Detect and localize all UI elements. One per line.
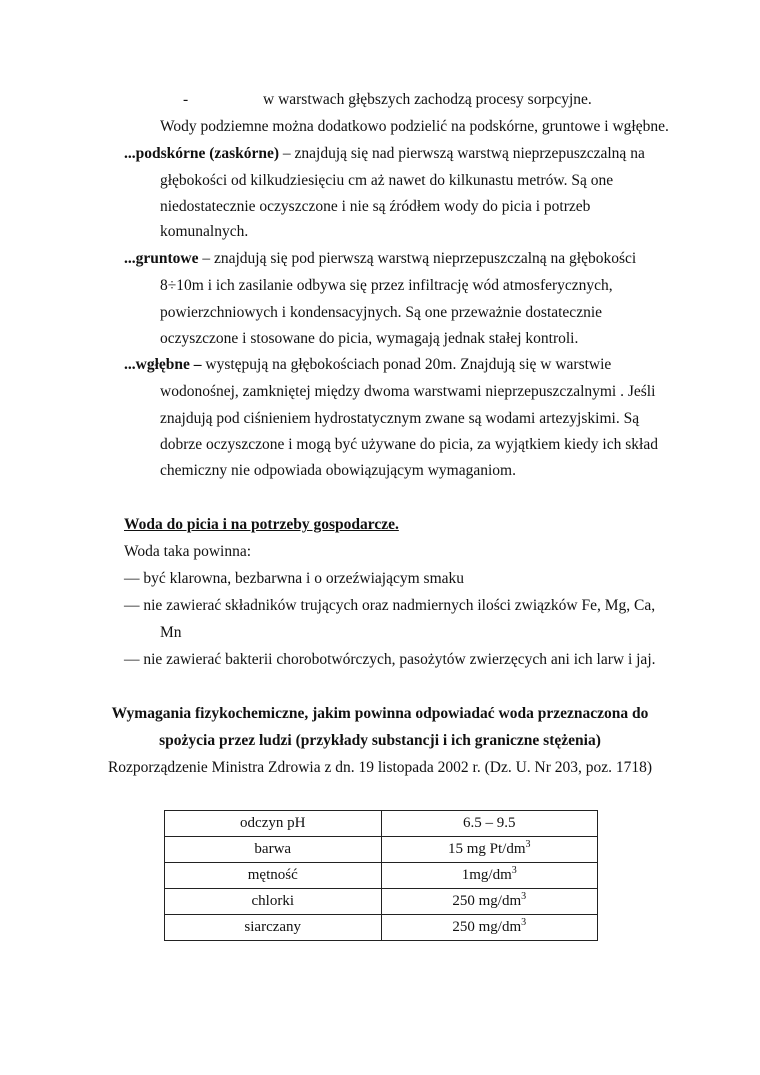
limit-value: 6.5 – 9.5 bbox=[463, 815, 516, 831]
limit-value: 250 mg/dm bbox=[452, 893, 522, 909]
substance-cell: mętność bbox=[165, 863, 382, 889]
limit-value: 15 mg Pt/dm bbox=[447, 841, 526, 857]
gruntowe-line-2: 8÷10m i ich zasilanie odbywa się przez infiltrację wód atmosferycznych, bbox=[160, 277, 613, 294]
gruntowe-term: gruntowe bbox=[135, 250, 199, 267]
podskorne-text-1: – znajdują się nad pierwszą warstwą nieprzepuszczalną na bbox=[279, 145, 645, 162]
podskorne-prefix: ... bbox=[124, 145, 136, 162]
wglebne-text-1: występują na głębokościach ponad 20m. Znajdują się w warstwie bbox=[201, 356, 612, 373]
podskorne-term: podskórne (zaskórne) bbox=[135, 145, 280, 162]
substance-cell: chlorki bbox=[165, 889, 382, 915]
limit-cell bbox=[381, 811, 598, 837]
podskorne-line-4: komunalnych. bbox=[160, 223, 249, 240]
wglebne-line-5: chemiczny nie odpowiada obowiązującym wymaganiom. bbox=[160, 462, 516, 479]
substance-cell: siarczany bbox=[165, 915, 382, 941]
wglebne-line-3: znajdują pod ciśnieniem hydrostatycznym zwane są wodami artezyjskimi. Są bbox=[160, 410, 640, 427]
limit-cell bbox=[381, 915, 598, 941]
drinking-item-2-cont: Mn bbox=[160, 624, 182, 641]
intro-paragraph: Wody podziemne można dodatkowo podzielić na podskórne, gruntowe i wgłębne. bbox=[160, 118, 669, 135]
substance-cell: barwa bbox=[165, 837, 382, 863]
requirements-title-1: Wymagania fizykochemiczne, jakim powinna odpowiadać woda przeznaczona do bbox=[111, 705, 649, 722]
drinking-heading: Woda do picia i na potrzeby gospodarcze. bbox=[124, 516, 399, 533]
table-row bbox=[165, 889, 598, 915]
gruntowe-line-1 bbox=[124, 249, 636, 269]
table-row bbox=[165, 863, 598, 889]
limit-unit-exponent: 3 bbox=[521, 891, 527, 902]
podskorne-line-2: głębokości od kilkudziesięciu cm aż nawet do kilkunastu metrów. Są one bbox=[160, 172, 614, 189]
wglebne-line-4: dobrze oczyszczone i mogą być używane do picia, za wyjątkiem kiedy ich skład bbox=[160, 436, 658, 453]
wglebne-line-2: wodonośnej, zamkniętej między dwoma warstwami nieprzepuszczalnymi . Jeśli bbox=[160, 383, 656, 400]
gruntowe-text-1: – znajdują się pod pierwszą warstwą nieprzepuszczalną na głębokości bbox=[198, 250, 637, 267]
wglebne-term: wgłębne – bbox=[135, 356, 202, 373]
podskorne-line-1 bbox=[124, 144, 645, 164]
limit-cell bbox=[381, 889, 598, 915]
gruntowe-prefix: ... bbox=[124, 250, 136, 267]
requirements-title-2: spożycia przez ludzi (przykłady substancji i ich graniczne stężenia) bbox=[159, 732, 601, 749]
gruntowe-line-4: oczyszczone i stosowane do picia, wymagają jednak stałej kontroli. bbox=[160, 330, 579, 347]
wglebne-prefix: ... bbox=[124, 356, 136, 373]
podskorne-line-3: niedostatecznie oczyszczone i nie są źródłem wody do picia i potrzeb bbox=[160, 198, 591, 215]
requirements-table bbox=[164, 810, 598, 941]
limit-cell bbox=[381, 863, 598, 889]
bullet-dash: - bbox=[183, 91, 189, 108]
drinking-item-1: — być klarowna, bezbarwna i o orzeźwiającym smaku bbox=[124, 570, 465, 587]
drinking-item-2: — nie zawierać składników trujących oraz nadmiernych ilości związków Fe, Mg, Ca, bbox=[124, 597, 656, 614]
bullet-text: w warstwach głębszych zachodzą procesy sorpcyjne. bbox=[263, 91, 592, 108]
table-row bbox=[165, 837, 598, 863]
wglebne-line-1 bbox=[124, 355, 611, 375]
substance-cell: odczyn pH bbox=[165, 811, 382, 837]
drinking-item-3: — nie zawierać bakterii chorobotwórczych, pasożytów zwierzęcych ani ich larw i jaj. bbox=[124, 651, 656, 668]
limit-unit-exponent: 3 bbox=[511, 865, 517, 876]
table-row bbox=[165, 811, 598, 837]
limit-value: 1mg/dm bbox=[461, 867, 512, 883]
regulation-citation: Rozporządzenie Ministra Zdrowia z dn. 19 listopada 2002 r. (Dz. U. Nr 203, poz. 1718) bbox=[107, 759, 653, 776]
limit-unit-exponent: 3 bbox=[525, 839, 531, 850]
limit-cell bbox=[381, 837, 598, 863]
limit-unit-exponent: 3 bbox=[521, 917, 527, 928]
drinking-intro: Woda taka powinna: bbox=[124, 543, 252, 560]
table-row bbox=[165, 915, 598, 941]
limit-value: 250 mg/dm bbox=[452, 919, 522, 935]
gruntowe-line-3: powierzchniowych i kondensacyjnych. Są one przeważnie dostatecznie bbox=[160, 304, 603, 321]
